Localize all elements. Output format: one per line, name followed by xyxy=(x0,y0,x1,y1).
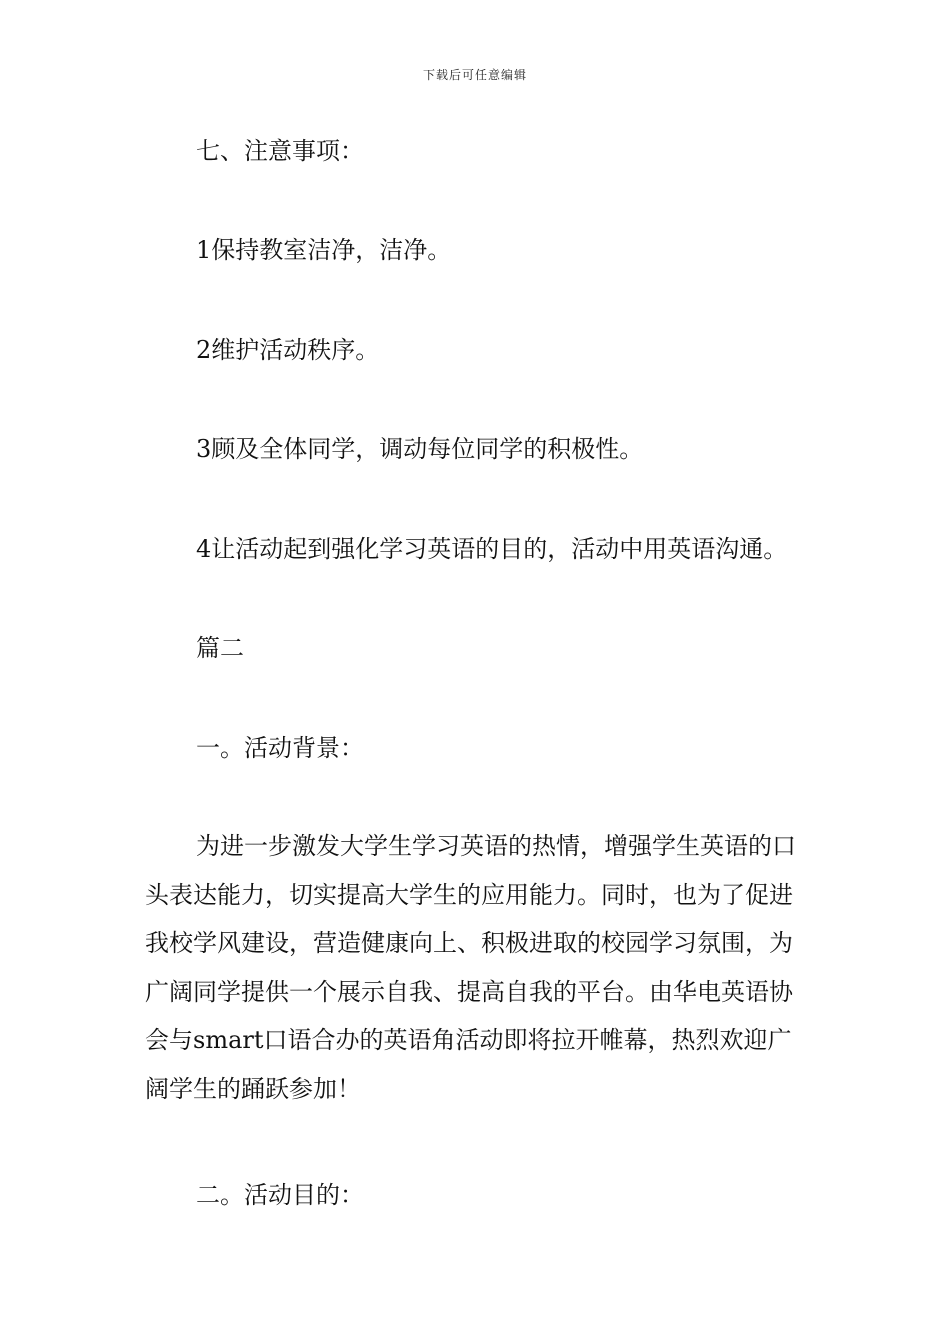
note-item-1: 1保持教室洁净，洁净。 xyxy=(196,236,452,264)
section-seven-heading: 七、注意事项： xyxy=(196,137,364,165)
note-item-4: 4让活动起到强化学习英语的目的，活动中用英语沟通。 xyxy=(196,535,788,563)
section-two-heading: 二。活动目的： xyxy=(196,1181,364,1209)
page-header-note: 下载后可任意编辑 xyxy=(422,68,527,82)
section-one-heading: 一。活动背景： xyxy=(196,734,364,762)
part-two-title: 篇二 xyxy=(196,634,244,662)
background-paragraph: 为进一步激发大学生学习英语的热情，增强学生英语的口头表达能力，切实提高大学生的应用能力。同时，也为了促进我校学风建设，营造健康向上、积极进取的校园学习氛围，为广阔同学提供一个展示自我、提高自我的平台。由华电英语协会与smart口语合办的英语角活动即将拉开帷幕，热烈欢迎广阔学生的踊跃参加！ xyxy=(145,832,796,1103)
note-item-3: 3顾及全体同学，调动每位同学的积极性。 xyxy=(196,435,644,463)
note-item-2: 2维护活动秩序。 xyxy=(196,336,380,364)
